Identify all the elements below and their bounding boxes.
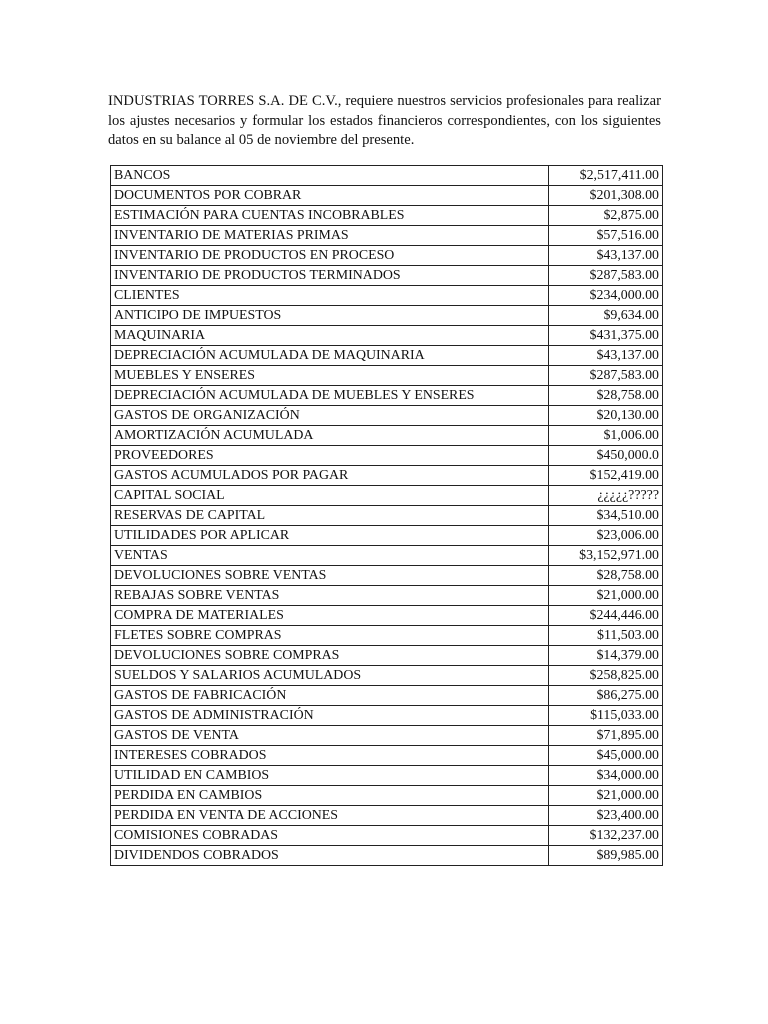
table-row <box>111 326 663 346</box>
amount-cell: $11,503.00 <box>548 626 662 646</box>
account-name-cell: INTERESES COBRADOS <box>111 746 549 766</box>
amount-cell: $115,033.00 <box>548 706 662 726</box>
amount-cell: ¿¿¿¿¿????? <box>548 486 662 506</box>
intro-paragraph: INDUSTRIAS TORRES S.A. DE C.V., requiere nuestros servicios profesionales para realizar los ajustes necesarios y formular los estados financieros correspondientes, con los siguientes datos en su balance al 05 de noviembre del presente. <box>108 93 661 148</box>
amount-cell: $21,000.00 <box>548 586 662 606</box>
table-row <box>111 286 663 306</box>
account-name-cell: PROVEEDORES <box>111 446 549 466</box>
account-name-cell: COMISIONES COBRADAS <box>111 826 549 846</box>
amount-cell: $14,379.00 <box>548 646 662 666</box>
table-row <box>111 486 663 506</box>
account-name-cell: ANTICIPO DE IMPUESTOS <box>111 306 549 326</box>
amount-cell: $287,583.00 <box>548 366 662 386</box>
table-row <box>111 706 663 726</box>
amount-cell: $152,419.00 <box>548 466 662 486</box>
account-name-cell: VENTAS <box>111 546 549 566</box>
table-row <box>111 246 663 266</box>
account-name-cell: PERDIDA EN CAMBIOS <box>111 786 549 806</box>
account-name-cell: RESERVAS DE CAPITAL <box>111 506 549 526</box>
account-name-cell: DEPRECIACIÓN ACUMULADA DE MAQUINARIA <box>111 346 549 366</box>
account-name-cell: DIVIDENDOS COBRADOS <box>111 846 549 866</box>
amount-cell: $201,308.00 <box>548 186 662 206</box>
table-row <box>111 466 663 486</box>
table-row <box>111 346 663 366</box>
amount-cell: $2,875.00 <box>548 206 662 226</box>
amount-cell: $234,000.00 <box>548 286 662 306</box>
amount-cell: $71,895.00 <box>548 726 662 746</box>
amount-cell: $86,275.00 <box>548 686 662 706</box>
amount-cell: $450,000.0 <box>548 446 662 466</box>
table-row <box>111 826 663 846</box>
amount-cell: $2,517,411.00 <box>548 166 662 186</box>
amount-cell: $28,758.00 <box>548 566 662 586</box>
balance-table-body <box>111 166 663 866</box>
account-name-cell: MUEBLES Y ENSERES <box>111 366 549 386</box>
amount-cell: $258,825.00 <box>548 666 662 686</box>
amount-cell: $132,237.00 <box>548 826 662 846</box>
account-name-cell: UTILIDADES POR APLICAR <box>111 526 549 546</box>
table-row <box>111 606 663 626</box>
account-name-cell: FLETES SOBRE COMPRAS <box>111 626 549 646</box>
table-row <box>111 446 663 466</box>
table-row <box>111 806 663 826</box>
table-row <box>111 386 663 406</box>
table-row <box>111 846 663 866</box>
account-name-cell: CAPITAL SOCIAL <box>111 486 549 506</box>
table-row <box>111 726 663 746</box>
amount-cell: $23,006.00 <box>548 526 662 546</box>
amount-cell: $23,400.00 <box>548 806 662 826</box>
table-row <box>111 766 663 786</box>
table-row <box>111 626 663 646</box>
account-name-cell: GASTOS DE ADMINISTRACIÓN <box>111 706 549 726</box>
amount-cell: $1,006.00 <box>548 426 662 446</box>
amount-cell: $34,000.00 <box>548 766 662 786</box>
amount-cell: $244,446.00 <box>548 606 662 626</box>
amount-cell: $89,985.00 <box>548 846 662 866</box>
amount-cell: $431,375.00 <box>548 326 662 346</box>
account-name-cell: GASTOS DE ORGANIZACIÓN <box>111 406 549 426</box>
account-name-cell: PERDIDA EN VENTA DE ACCIONES <box>111 806 549 826</box>
table-row <box>111 666 663 686</box>
account-name-cell: INVENTARIO DE MATERIAS PRIMAS <box>111 226 549 246</box>
table-row <box>111 306 663 326</box>
table-row <box>111 406 663 426</box>
table-row <box>111 266 663 286</box>
amount-cell: $287,583.00 <box>548 266 662 286</box>
amount-cell: $20,130.00 <box>548 406 662 426</box>
amount-cell: $9,634.00 <box>548 306 662 326</box>
table-row <box>111 786 663 806</box>
table-row <box>111 526 663 546</box>
amount-cell: $21,000.00 <box>548 786 662 806</box>
amount-cell: $57,516.00 <box>548 226 662 246</box>
table-row <box>111 506 663 526</box>
account-name-cell: GASTOS DE FABRICACIÓN <box>111 686 549 706</box>
account-name-cell: DEVOLUCIONES SOBRE COMPRAS <box>111 646 549 666</box>
account-name-cell: AMORTIZACIÓN ACUMULADA <box>111 426 549 446</box>
amount-cell: $28,758.00 <box>548 386 662 406</box>
account-name-cell: REBAJAS SOBRE VENTAS <box>111 586 549 606</box>
table-row <box>111 586 663 606</box>
account-name-cell: BANCOS <box>111 166 549 186</box>
account-name-cell: CLIENTES <box>111 286 549 306</box>
amount-cell: $3,152,971.00 <box>548 546 662 566</box>
table-row <box>111 366 663 386</box>
table-row <box>111 546 663 566</box>
account-name-cell: SUELDOS Y SALARIOS ACUMULADOS <box>111 666 549 686</box>
table-row <box>111 566 663 586</box>
account-name-cell: DOCUMENTOS POR COBRAR <box>111 186 549 206</box>
account-name-cell: COMPRA DE MATERIALES <box>111 606 549 626</box>
account-name-cell: INVENTARIO DE PRODUCTOS EN PROCESO <box>111 246 549 266</box>
account-name-cell: ESTIMACIÓN PARA CUENTAS INCOBRABLES <box>111 206 549 226</box>
amount-cell: $45,000.00 <box>548 746 662 766</box>
balance-table <box>110 165 663 866</box>
table-row <box>111 186 663 206</box>
table-row <box>111 686 663 706</box>
account-name-cell: DEPRECIACIÓN ACUMULADA DE MUEBLES Y ENSERES <box>111 386 549 406</box>
amount-cell: $34,510.00 <box>548 506 662 526</box>
table-row <box>111 166 663 186</box>
account-name-cell: DEVOLUCIONES SOBRE VENTAS <box>111 566 549 586</box>
amount-cell: $43,137.00 <box>548 246 662 266</box>
account-name-cell: UTILIDAD EN CAMBIOS <box>111 766 549 786</box>
table-row <box>111 426 663 446</box>
account-name-cell: MAQUINARIA <box>111 326 549 346</box>
table-row <box>111 206 663 226</box>
account-name-cell: GASTOS ACUMULADOS POR PAGAR <box>111 466 549 486</box>
table-row <box>111 746 663 766</box>
table-row <box>111 226 663 246</box>
account-name-cell: INVENTARIO DE PRODUCTOS TERMINADOS <box>111 266 549 286</box>
table-row <box>111 646 663 666</box>
account-name-cell: GASTOS DE VENTA <box>111 726 549 746</box>
amount-cell: $43,137.00 <box>548 346 662 366</box>
